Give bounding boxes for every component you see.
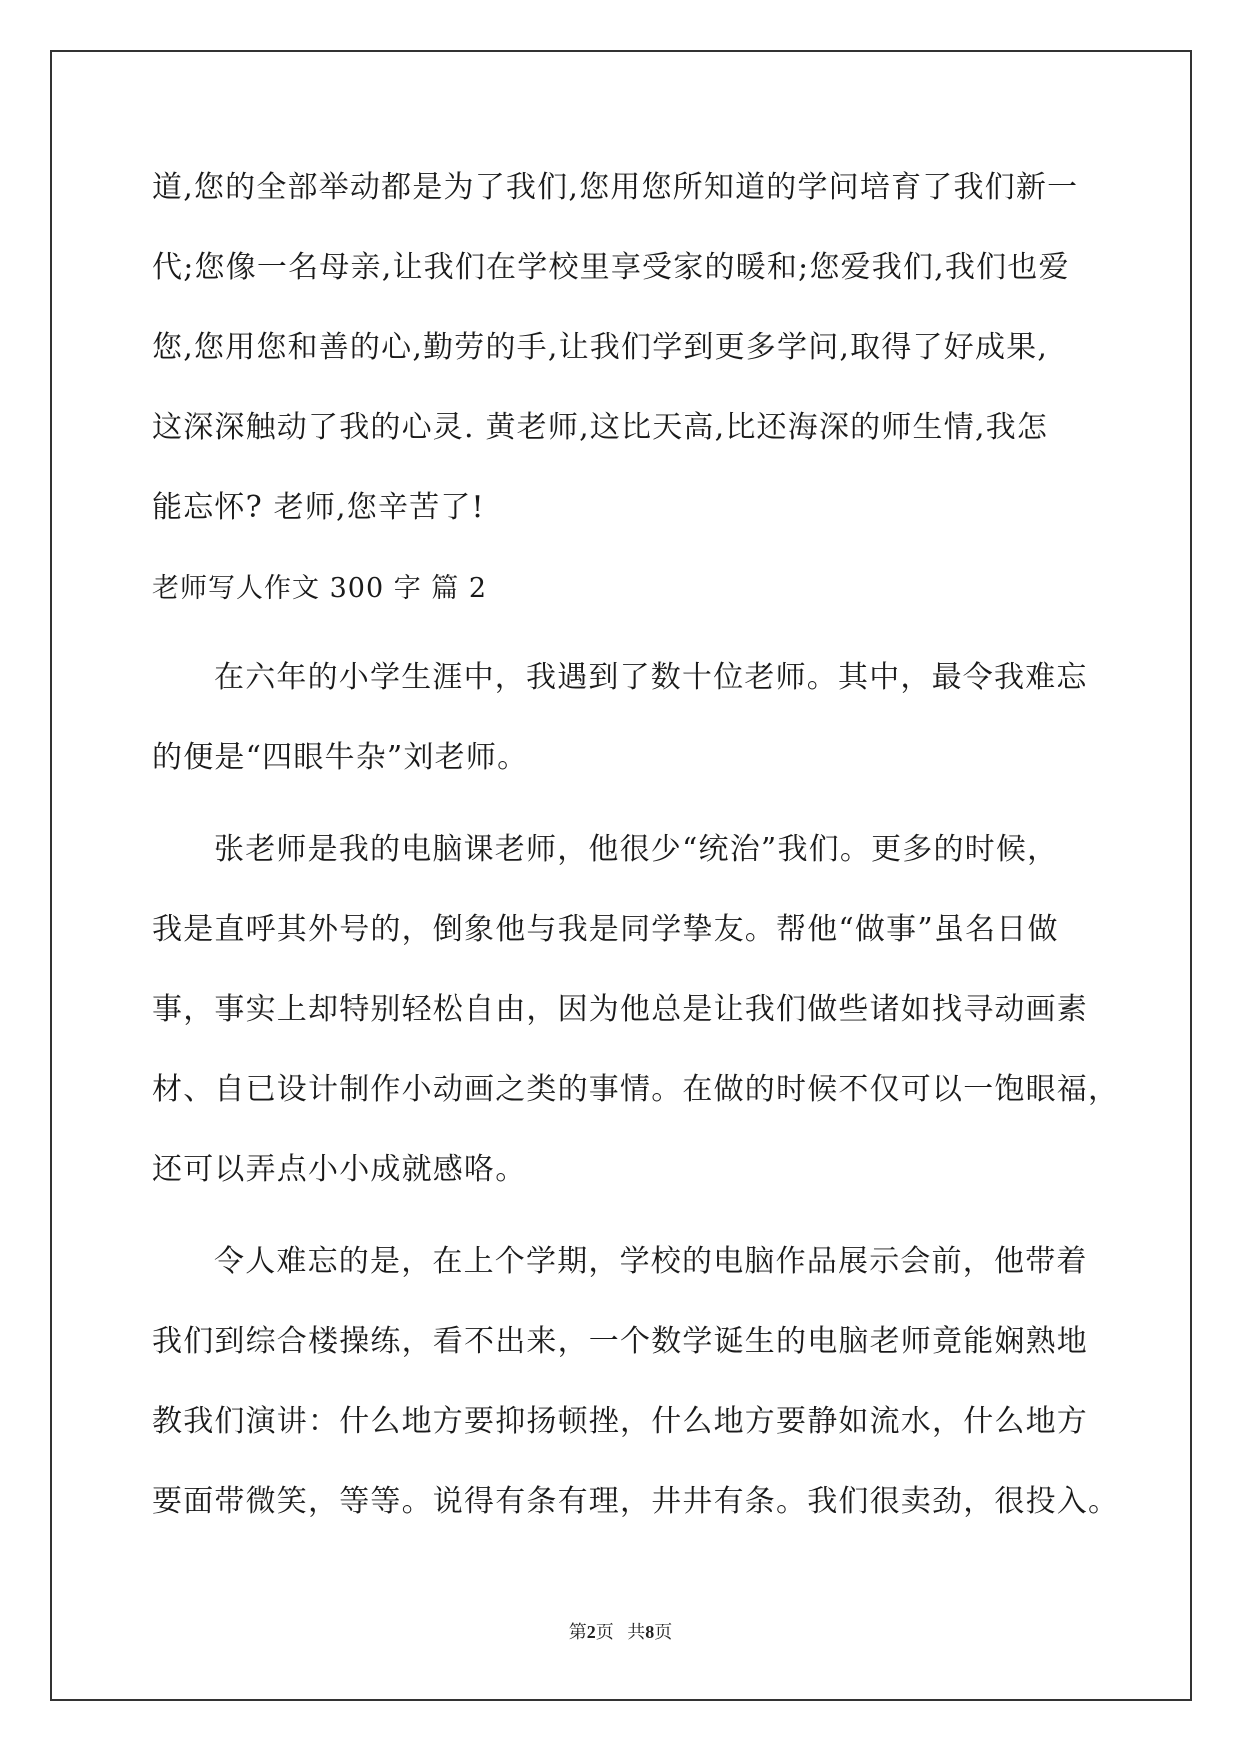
total-label-prefix: 共: [627, 1622, 646, 1642]
section-heading: 老师写人作文 300 字 篇 2: [152, 573, 488, 604]
text-line: 的便是“四眼牛杂”刘老师。: [152, 740, 529, 775]
current-page-number: 2: [586, 1622, 596, 1642]
text-line: 还可以弄点小小成就感咯。: [152, 1152, 527, 1187]
text-line: 这深深触动了我的心灵. 黄老师,这比天高,比还海深的师生情,我怎: [152, 410, 1049, 445]
text-line: 道,您的全部举动都是为了我们,您用您所知道的学问培育了我们新一: [152, 170, 1079, 205]
page-label-suffix: 页: [595, 1622, 614, 1642]
text-line: 教我们演讲：什么地方要抑扬顿挫，什么地方要静如流水，什么地方: [152, 1404, 1088, 1439]
page-border: [50, 50, 1192, 1701]
total-pages-number: 8: [645, 1622, 655, 1642]
text-line: 我是直呼其外号的，倒象他与我是同学挚友。帮他“做事”虽名日做: [152, 912, 1059, 947]
total-label-suffix: 页: [654, 1622, 673, 1642]
text-line: 材、自已设计制作小动画之类的事情。在做的时候不仅可以一饱眼福，: [152, 1072, 1120, 1107]
text-line: 我们到综合楼操练，看不出来，一个数学诞生的电脑老师竟能娴熟地: [152, 1324, 1088, 1359]
text-line: 能忘怀? 老师,您辛苦了!: [152, 490, 485, 525]
page-footer: [0, 1620, 1241, 1644]
text-line: 张老师是我的电脑课老师，他很少“统治”我们。更多的时候，: [214, 832, 1059, 867]
page-label-prefix: 第: [568, 1622, 587, 1642]
text-line: 在六年的小学生涯中，我遇到了数十位老师。其中，最令我难忘: [214, 660, 1088, 695]
text-line: 代;您像一名母亲,让我们在学校里享受家的暖和;您爱我们,我们也爱: [152, 250, 1070, 285]
text-line: 您,您用您和善的心,勤劳的手,让我们学到更多学问,取得了好成果,: [152, 330, 1049, 365]
text-line: 要面带微笑，等等。说得有条有理，井井有条。我们很卖劲，很投入。: [152, 1484, 1120, 1519]
text-line: 令人难忘的是，在上个学期，学校的电脑作品展示会前，他带着: [214, 1244, 1088, 1279]
text-line: 事，事实上却特别轻松自由，因为他总是让我们做些诸如找寻动画素: [152, 992, 1088, 1027]
